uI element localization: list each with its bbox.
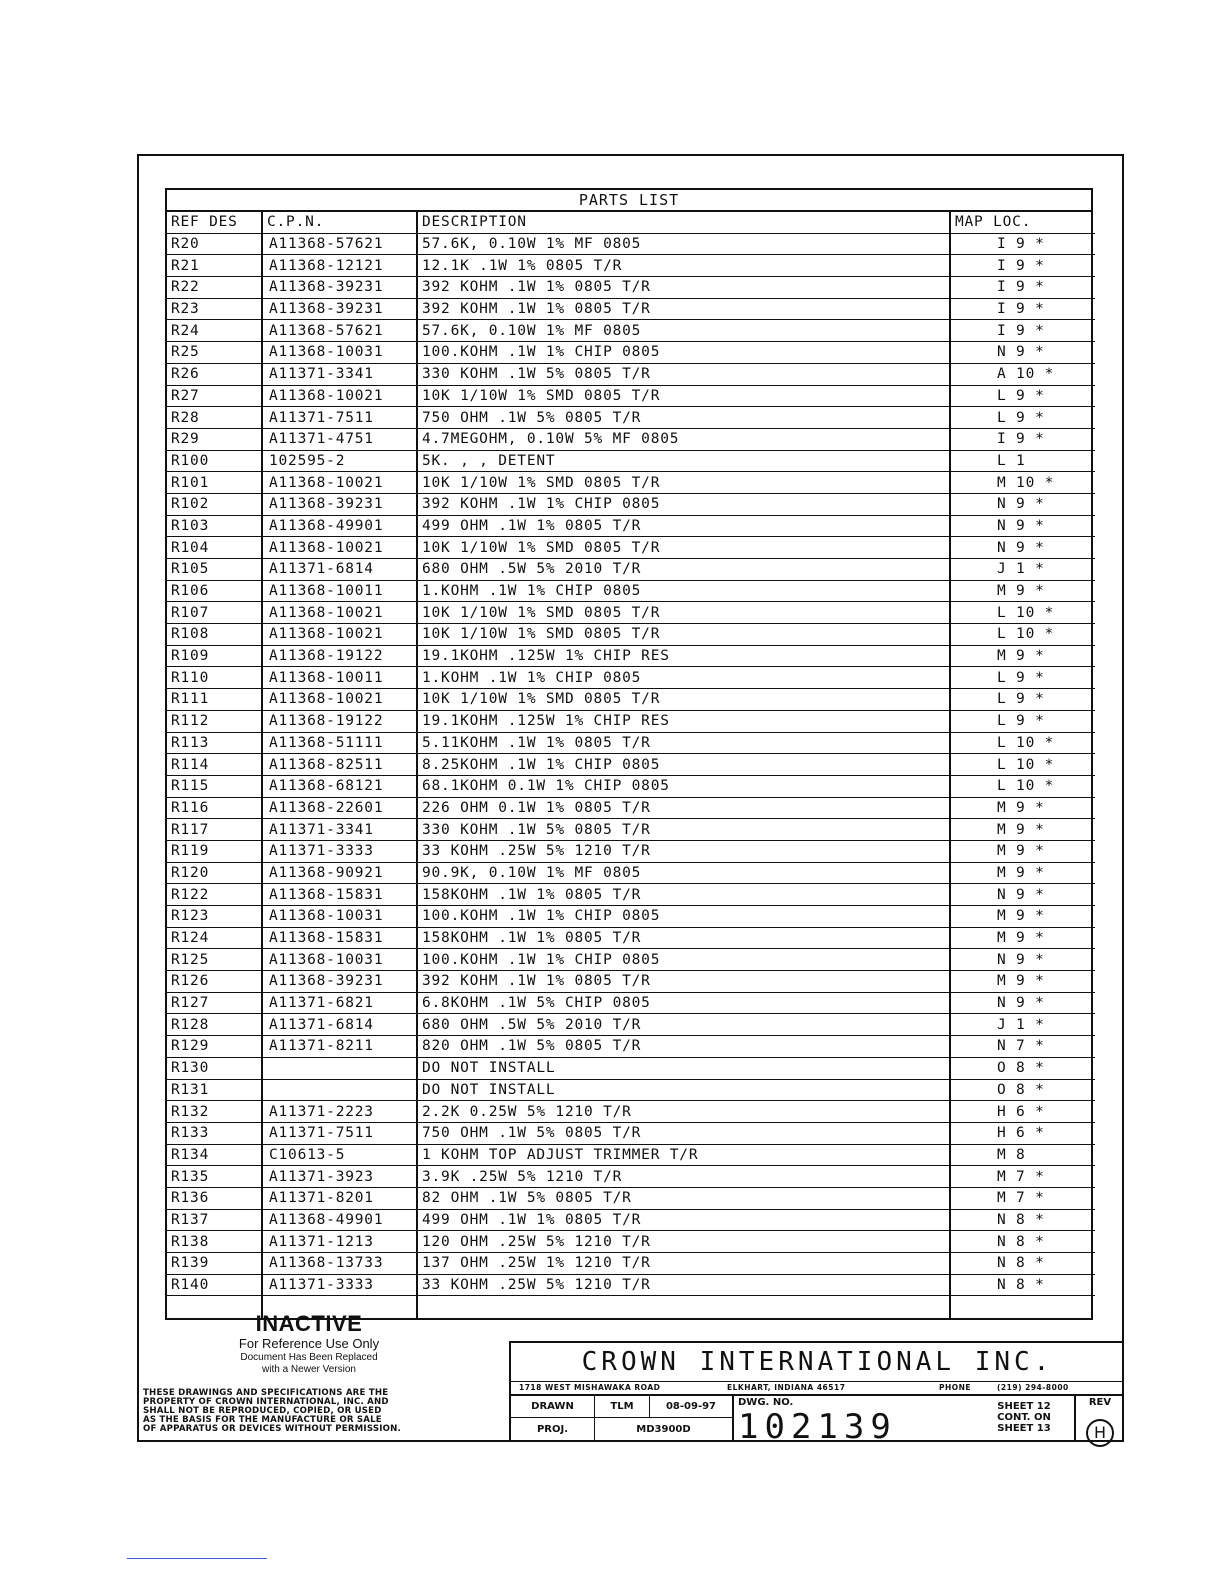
ref-des-cell: R122 xyxy=(167,884,262,906)
cpn-cell: A11371-3923 xyxy=(262,1166,417,1188)
map-loc-cell: I 9 * xyxy=(950,255,1095,277)
cpn-cell: A11371-6821 xyxy=(262,992,417,1014)
title-block xyxy=(509,1341,1124,1447)
description-cell: 8.25KOHM .1W 1% CHIP 0805 xyxy=(417,754,950,776)
description-cell: 10K 1/10W 1% SMD 0805 T/R xyxy=(417,537,950,559)
reference-note: For Reference Use Only xyxy=(238,1336,380,1351)
table-row xyxy=(167,1144,1095,1166)
cpn-cell: A11371-8201 xyxy=(262,1187,417,1209)
ref-des-cell: R28 xyxy=(167,407,262,429)
map-loc-cell: L 9 * xyxy=(950,385,1095,407)
cpn-cell: A11368-22601 xyxy=(262,797,417,819)
inactive-stamp xyxy=(196,1312,422,1376)
description-cell: DO NOT INSTALL xyxy=(417,1057,950,1079)
table-row xyxy=(167,385,1095,407)
cpn-cell: A11368-68121 xyxy=(262,775,417,797)
table-row xyxy=(167,624,1095,646)
table-row xyxy=(167,689,1095,711)
table-row xyxy=(167,992,1095,1014)
ref-des-cell: R136 xyxy=(167,1187,262,1209)
notice-line: OF APPARATUS OR DEVICES WITHOUT PERMISSION. xyxy=(143,1424,401,1434)
map-loc-cell: M 7 * xyxy=(950,1187,1095,1209)
cpn-cell: A11368-39231 xyxy=(262,971,417,993)
parts-table-header xyxy=(167,212,1095,233)
description-cell: 5K. , , DETENT xyxy=(417,450,950,472)
empty-cell xyxy=(417,1296,950,1319)
ref-des-cell: R108 xyxy=(167,624,262,646)
cpn-cell: A11371-8211 xyxy=(262,1036,417,1058)
map-loc-cell: H 6 * xyxy=(950,1101,1095,1123)
table-row xyxy=(167,342,1095,364)
table-row xyxy=(167,906,1095,928)
ref-des-cell: R103 xyxy=(167,515,262,537)
description-cell: 10K 1/10W 1% SMD 0805 T/R xyxy=(417,689,950,711)
continued-on: CONT. ON xyxy=(997,1412,1051,1423)
description-cell: 6.8KOHM .1W 5% CHIP 0805 xyxy=(417,992,950,1014)
cpn-cell: A11371-2223 xyxy=(262,1101,417,1123)
description-cell: 2.2K 0.25W 5% 1210 T/R xyxy=(417,1101,950,1123)
cpn-cell: A11371-3333 xyxy=(262,1274,417,1296)
table-row xyxy=(167,884,1095,906)
cpn-cell: A11368-10011 xyxy=(262,580,417,602)
table-row xyxy=(167,515,1095,537)
sheet-number: SHEET 12 xyxy=(997,1401,1051,1412)
ref-des-cell: R29 xyxy=(167,428,262,450)
cpn-cell: A11368-57621 xyxy=(262,233,417,255)
cpn-cell: A11368-10021 xyxy=(262,602,417,624)
cpn-cell: A11371-3333 xyxy=(262,840,417,862)
cpn-cell: A11368-39231 xyxy=(262,298,417,320)
table-row xyxy=(167,645,1095,667)
map-loc-cell: H 6 * xyxy=(950,1122,1095,1144)
table-row xyxy=(167,233,1095,255)
table-row xyxy=(167,819,1095,841)
table-row xyxy=(167,298,1095,320)
map-loc-cell: M 10 * xyxy=(950,472,1095,494)
cpn-cell: A11368-57621 xyxy=(262,320,417,342)
dwg-no-label: DWG. NO. xyxy=(738,1397,794,1408)
map-loc-cell: L 10 * xyxy=(950,624,1095,646)
cpn-cell: A11368-10021 xyxy=(262,472,417,494)
revision-box xyxy=(1074,1395,1124,1442)
map-loc-cell: L 9 * xyxy=(950,689,1095,711)
cpn-cell: A11371-3341 xyxy=(262,363,417,385)
ref-des-cell: R101 xyxy=(167,472,262,494)
ref-des-cell: R105 xyxy=(167,559,262,581)
cpn-cell: A11368-10021 xyxy=(262,689,417,711)
description-cell: 120 OHM .25W 5% 1210 T/R xyxy=(417,1231,950,1253)
ref-des-cell: R120 xyxy=(167,862,262,884)
description-cell: 680 OHM .5W 5% 2010 T/R xyxy=(417,559,950,581)
drawn-date: 08-09-97 xyxy=(650,1395,734,1418)
description-cell: 5.11KOHM .1W 1% 0805 T/R xyxy=(417,732,950,754)
ref-des-cell: R27 xyxy=(167,385,262,407)
company-name: CROWN INTERNATIONAL INC. xyxy=(581,1347,1054,1377)
map-loc-cell: M 8 xyxy=(950,1144,1095,1166)
description-cell: 12.1K .1W 1% 0805 T/R xyxy=(417,255,950,277)
table-row xyxy=(167,277,1095,299)
rev-label: REV xyxy=(1088,1397,1112,1408)
map-loc-cell: N 9 * xyxy=(950,537,1095,559)
map-loc-cell: J 1 * xyxy=(950,559,1095,581)
ref-des-cell: R20 xyxy=(167,233,262,255)
phone-number: (219) 294-8000 xyxy=(997,1383,1069,1392)
map-loc-cell: I 9 * xyxy=(950,320,1095,342)
table-row xyxy=(167,580,1095,602)
table-row xyxy=(167,320,1095,342)
map-loc-cell: L 10 * xyxy=(950,602,1095,624)
ref-des-cell: R102 xyxy=(167,493,262,515)
table-row xyxy=(167,754,1095,776)
proprietary-notice xyxy=(143,1389,503,1434)
table-row xyxy=(167,840,1095,862)
cpn-cell: A11368-10031 xyxy=(262,949,417,971)
ref-des-cell: R114 xyxy=(167,754,262,776)
description-cell: 4.7MEGOHM, 0.10W 5% MF 0805 xyxy=(417,428,950,450)
description-cell: 392 KOHM .1W 1% CHIP 0805 xyxy=(417,493,950,515)
ref-des-cell: R26 xyxy=(167,363,262,385)
notice-line: THESE DRAWINGS AND SPECIFICATIONS ARE THE xyxy=(143,1388,389,1398)
table-row xyxy=(167,1014,1095,1036)
parts-table xyxy=(167,212,1095,1318)
map-loc-cell: N 9 * xyxy=(950,884,1095,906)
map-loc-cell: M 9 * xyxy=(950,927,1095,949)
ref-des-cell: R139 xyxy=(167,1253,262,1275)
cpn-cell: A11368-49901 xyxy=(262,515,417,537)
description-cell: 100.KOHM .1W 1% CHIP 0805 xyxy=(417,949,950,971)
table-row xyxy=(167,537,1095,559)
description-cell: 57.6K, 0.10W 1% MF 0805 xyxy=(417,233,950,255)
description-cell: 392 KOHM .1W 1% 0805 T/R xyxy=(417,277,950,299)
ref-des-cell: R117 xyxy=(167,819,262,841)
description-cell: 19.1KOHM .125W 1% CHIP RES xyxy=(417,645,950,667)
address-street: 1718 WEST MISHAWAKA ROAD xyxy=(519,1383,661,1392)
empty-cell xyxy=(950,1296,1095,1319)
description-cell: 158KOHM .1W 1% 0805 T/R xyxy=(417,927,950,949)
address-city: ELKHART, INDIANA 46517 xyxy=(727,1383,846,1392)
ref-des-cell: R128 xyxy=(167,1014,262,1036)
ref-des-cell: R127 xyxy=(167,992,262,1014)
cpn-cell: A11371-6814 xyxy=(262,559,417,581)
cpn-cell: A11371-6814 xyxy=(262,1014,417,1036)
table-row xyxy=(167,862,1095,884)
description-cell: 100.KOHM .1W 1% CHIP 0805 xyxy=(417,906,950,928)
description-cell: 226 OHM 0.1W 1% 0805 T/R xyxy=(417,797,950,819)
header-map-loc: MAP LOC. xyxy=(950,212,1095,233)
map-loc-cell: I 9 * xyxy=(950,428,1095,450)
ref-des-cell: R111 xyxy=(167,689,262,711)
notice-line: PROPERTY OF CROWN INTERNATIONAL, INC. AND xyxy=(143,1397,389,1407)
description-cell: 68.1KOHM 0.1W 1% CHIP 0805 xyxy=(417,775,950,797)
map-loc-cell: N 8 * xyxy=(950,1231,1095,1253)
map-loc-cell: M 9 * xyxy=(950,906,1095,928)
table-row xyxy=(167,255,1095,277)
notice-line: SHALL NOT BE REPRODUCED, COPIED, OR USED xyxy=(143,1406,382,1416)
cpn-cell: A11368-51111 xyxy=(262,732,417,754)
cpn-cell: A11368-10031 xyxy=(262,906,417,928)
description-cell: 392 KOHM .1W 1% 0805 T/R xyxy=(417,298,950,320)
ref-des-cell: R113 xyxy=(167,732,262,754)
ref-des-cell: R130 xyxy=(167,1057,262,1079)
table-row xyxy=(167,1122,1095,1144)
description-cell: 10K 1/10W 1% SMD 0805 T/R xyxy=(417,472,950,494)
map-loc-cell: L 10 * xyxy=(950,775,1095,797)
map-loc-cell: L 9 * xyxy=(950,667,1095,689)
ref-des-cell: R107 xyxy=(167,602,262,624)
map-loc-cell: L 9 * xyxy=(950,407,1095,429)
description-cell: 499 OHM .1W 1% 0805 T/R xyxy=(417,1209,950,1231)
map-loc-cell: N 9 * xyxy=(950,515,1095,537)
cpn-cell: A11368-10031 xyxy=(262,342,417,364)
description-cell: 499 OHM .1W 1% 0805 T/R xyxy=(417,515,950,537)
table-row xyxy=(167,363,1095,385)
table-row xyxy=(167,1274,1095,1296)
ref-des-cell: R109 xyxy=(167,645,262,667)
phone-label: PHONE xyxy=(939,1383,972,1392)
description-cell: 1.KOHM .1W 1% CHIP 0805 xyxy=(417,667,950,689)
map-loc-cell: N 9 * xyxy=(950,949,1095,971)
proj-label: PROJ. xyxy=(511,1418,595,1442)
description-cell: 1 KOHM TOP ADJUST TRIMMER T/R xyxy=(417,1144,950,1166)
description-cell: 33 KOHM .25W 5% 1210 T/R xyxy=(417,840,950,862)
parts-list-title: PARTS LIST xyxy=(167,190,1091,212)
table-row xyxy=(167,1101,1095,1123)
cpn-cell: A11371-1213 xyxy=(262,1231,417,1253)
map-loc-cell: M 9 * xyxy=(950,797,1095,819)
cpn-cell: A11368-12121 xyxy=(262,255,417,277)
cpn-cell xyxy=(262,1079,417,1101)
ref-des-cell: R140 xyxy=(167,1274,262,1296)
header-cpn: C.P.N. xyxy=(262,212,417,233)
company-address xyxy=(511,1381,1124,1396)
table-row xyxy=(167,428,1095,450)
revision-letter: H xyxy=(1086,1419,1114,1447)
ref-des-cell: R23 xyxy=(167,298,262,320)
ref-des-cell: R129 xyxy=(167,1036,262,1058)
parts-list xyxy=(165,188,1093,1320)
table-row xyxy=(167,1166,1095,1188)
description-cell: 10K 1/10W 1% SMD 0805 T/R xyxy=(417,624,950,646)
ref-des-cell: R123 xyxy=(167,906,262,928)
table-row xyxy=(167,775,1095,797)
map-loc-cell: I 9 * xyxy=(950,277,1095,299)
description-cell: 10K 1/10W 1% SMD 0805 T/R xyxy=(417,602,950,624)
inactive-word: INACTIVE xyxy=(255,1311,363,1336)
description-cell: 100.KOHM .1W 1% CHIP 0805 xyxy=(417,342,950,364)
cpn-cell: A11368-39231 xyxy=(262,493,417,515)
ref-des-cell: R119 xyxy=(167,840,262,862)
header-description: DESCRIPTION xyxy=(417,212,950,233)
map-loc-cell: M 7 * xyxy=(950,1166,1095,1188)
map-loc-cell: M 9 * xyxy=(950,819,1095,841)
ref-des-cell: R106 xyxy=(167,580,262,602)
description-cell: 90.9K, 0.10W 1% MF 0805 xyxy=(417,862,950,884)
cpn-cell: A11368-10021 xyxy=(262,624,417,646)
cpn-cell: A11371-3341 xyxy=(262,819,417,841)
description-cell: 10K 1/10W 1% SMD 0805 T/R xyxy=(417,385,950,407)
description-cell: 820 OHM .1W 5% 0805 T/R xyxy=(417,1036,950,1058)
ref-des-cell: R24 xyxy=(167,320,262,342)
ref-des-cell: R125 xyxy=(167,949,262,971)
sheet-info xyxy=(974,1395,1074,1442)
table-row xyxy=(167,1187,1095,1209)
ref-des-cell: R124 xyxy=(167,927,262,949)
notice-line: AS THE BASIS FOR THE MANUFACTURE OR SALE xyxy=(143,1415,382,1425)
map-loc-cell: I 9 * xyxy=(950,298,1095,320)
description-cell: 158KOHM .1W 1% 0805 T/R xyxy=(417,884,950,906)
ref-des-cell: R22 xyxy=(167,277,262,299)
map-loc-cell: L 1 xyxy=(950,450,1095,472)
cpn-cell: A11368-10011 xyxy=(262,667,417,689)
description-cell: 19.1KOHM .125W 1% CHIP RES xyxy=(417,710,950,732)
drawing-number: 102139 xyxy=(738,1407,897,1447)
table-row xyxy=(167,450,1095,472)
cpn-cell: A11371-4751 xyxy=(262,428,417,450)
map-loc-cell: L 10 * xyxy=(950,732,1095,754)
map-loc-cell: N 8 * xyxy=(950,1274,1095,1296)
description-cell: 330 KOHM .1W 5% 0805 T/R xyxy=(417,819,950,841)
ref-des-cell: R21 xyxy=(167,255,262,277)
description-cell: 392 KOHM .1W 1% 0805 T/R xyxy=(417,971,950,993)
drawn-by: TLM xyxy=(595,1395,650,1418)
cpn-cell: A11368-13733 xyxy=(262,1253,417,1275)
cpn-cell: 102595-2 xyxy=(262,450,417,472)
map-loc-cell: N 9 * xyxy=(950,992,1095,1014)
ref-des-cell: R100 xyxy=(167,450,262,472)
table-row xyxy=(167,493,1095,515)
table-row xyxy=(167,971,1095,993)
cpn-cell: C10613-5 xyxy=(262,1144,417,1166)
ref-des-cell: R112 xyxy=(167,710,262,732)
map-loc-cell: J 1 * xyxy=(950,1014,1095,1036)
cpn-cell: A11368-82511 xyxy=(262,754,417,776)
table-row xyxy=(167,797,1095,819)
parts-table-body xyxy=(167,233,1095,1318)
cpn-cell: A11368-19122 xyxy=(262,710,417,732)
description-cell: 137 OHM .25W 1% 1210 T/R xyxy=(417,1253,950,1275)
ref-des-cell: R134 xyxy=(167,1144,262,1166)
cpn-cell xyxy=(262,1057,417,1079)
map-loc-cell: M 9 * xyxy=(950,971,1095,993)
table-row xyxy=(167,1209,1095,1231)
table-row xyxy=(167,602,1095,624)
map-loc-cell: M 9 * xyxy=(950,580,1095,602)
ref-des-cell: R126 xyxy=(167,971,262,993)
cpn-cell: A11368-49901 xyxy=(262,1209,417,1231)
map-loc-cell: N 7 * xyxy=(950,1036,1095,1058)
table-row xyxy=(167,1253,1095,1275)
project-number: MD3900D xyxy=(595,1418,734,1442)
drawn-label: DRAWN xyxy=(511,1395,595,1418)
cpn-cell: A11368-10021 xyxy=(262,537,417,559)
table-row xyxy=(167,1036,1095,1058)
table-row xyxy=(167,1231,1095,1253)
cpn-cell: A11368-90921 xyxy=(262,862,417,884)
drawing-number-box xyxy=(734,1395,974,1447)
description-cell: 33 KOHM .25W 5% 1210 T/R xyxy=(417,1274,950,1296)
ref-des-cell: R137 xyxy=(167,1209,262,1231)
description-cell: 330 KOHM .1W 5% 0805 T/R xyxy=(417,363,950,385)
ref-des-cell: R110 xyxy=(167,667,262,689)
description-cell: 3.9K .25W 5% 1210 T/R xyxy=(417,1166,950,1188)
map-loc-cell: M 9 * xyxy=(950,645,1095,667)
table-row xyxy=(167,1079,1095,1101)
table-row xyxy=(167,927,1095,949)
map-loc-cell: N 8 * xyxy=(950,1209,1095,1231)
table-row xyxy=(167,667,1095,689)
map-loc-cell: I 9 * xyxy=(950,233,1095,255)
map-loc-cell: L 10 * xyxy=(950,754,1095,776)
ref-des-cell: R138 xyxy=(167,1231,262,1253)
cpn-cell: A11368-39231 xyxy=(262,277,417,299)
description-cell: 750 OHM .1W 5% 0805 T/R xyxy=(417,1122,950,1144)
description-cell: 680 OHM .5W 5% 2010 T/R xyxy=(417,1014,950,1036)
ref-des-cell: R116 xyxy=(167,797,262,819)
map-loc-cell: M 9 * xyxy=(950,862,1095,884)
ref-des-cell: R104 xyxy=(167,537,262,559)
newer-version-note: with a Newer Version xyxy=(262,1364,356,1375)
map-loc-cell: N 9 * xyxy=(950,493,1095,515)
cpn-cell: A11368-19122 xyxy=(262,645,417,667)
table-row xyxy=(167,472,1095,494)
ref-des-cell: R132 xyxy=(167,1101,262,1123)
map-loc-cell: L 9 * xyxy=(950,710,1095,732)
map-loc-cell: N 9 * xyxy=(950,342,1095,364)
description-cell: 57.6K, 0.10W 1% MF 0805 xyxy=(417,320,950,342)
table-row xyxy=(167,559,1095,581)
replaced-note: Document Has Been Replaced xyxy=(240,1352,378,1363)
description-cell: 750 OHM .1W 5% 0805 T/R xyxy=(417,407,950,429)
header-ref-des: REF DES xyxy=(167,212,262,233)
map-loc-cell: A 10 * xyxy=(950,363,1095,385)
next-sheet: SHEET 13 xyxy=(997,1423,1051,1434)
cpn-cell: A11368-15831 xyxy=(262,884,417,906)
ref-des-cell: R115 xyxy=(167,775,262,797)
cpn-cell: A11371-7511 xyxy=(262,1122,417,1144)
table-row xyxy=(167,710,1095,732)
map-loc-cell: M 9 * xyxy=(950,840,1095,862)
map-loc-cell: O 8 * xyxy=(950,1079,1095,1101)
description-cell: DO NOT INSTALL xyxy=(417,1079,950,1101)
ref-des-cell: R25 xyxy=(167,342,262,364)
description-cell: 82 OHM .1W 5% 0805 T/R xyxy=(417,1187,950,1209)
table-row xyxy=(167,949,1095,971)
description-cell: 1.KOHM .1W 1% CHIP 0805 xyxy=(417,580,950,602)
cpn-cell: A11371-7511 xyxy=(262,407,417,429)
table-row xyxy=(167,407,1095,429)
map-loc-cell: N 8 * xyxy=(950,1253,1095,1275)
ref-des-cell: R131 xyxy=(167,1079,262,1101)
table-row xyxy=(167,1057,1095,1079)
cpn-cell: A11368-10021 xyxy=(262,385,417,407)
cpn-cell: A11368-15831 xyxy=(262,927,417,949)
ref-des-cell: R133 xyxy=(167,1122,262,1144)
table-row xyxy=(167,732,1095,754)
footer-rule xyxy=(127,1558,267,1559)
map-loc-cell: O 8 * xyxy=(950,1057,1095,1079)
ref-des-cell: R135 xyxy=(167,1166,262,1188)
